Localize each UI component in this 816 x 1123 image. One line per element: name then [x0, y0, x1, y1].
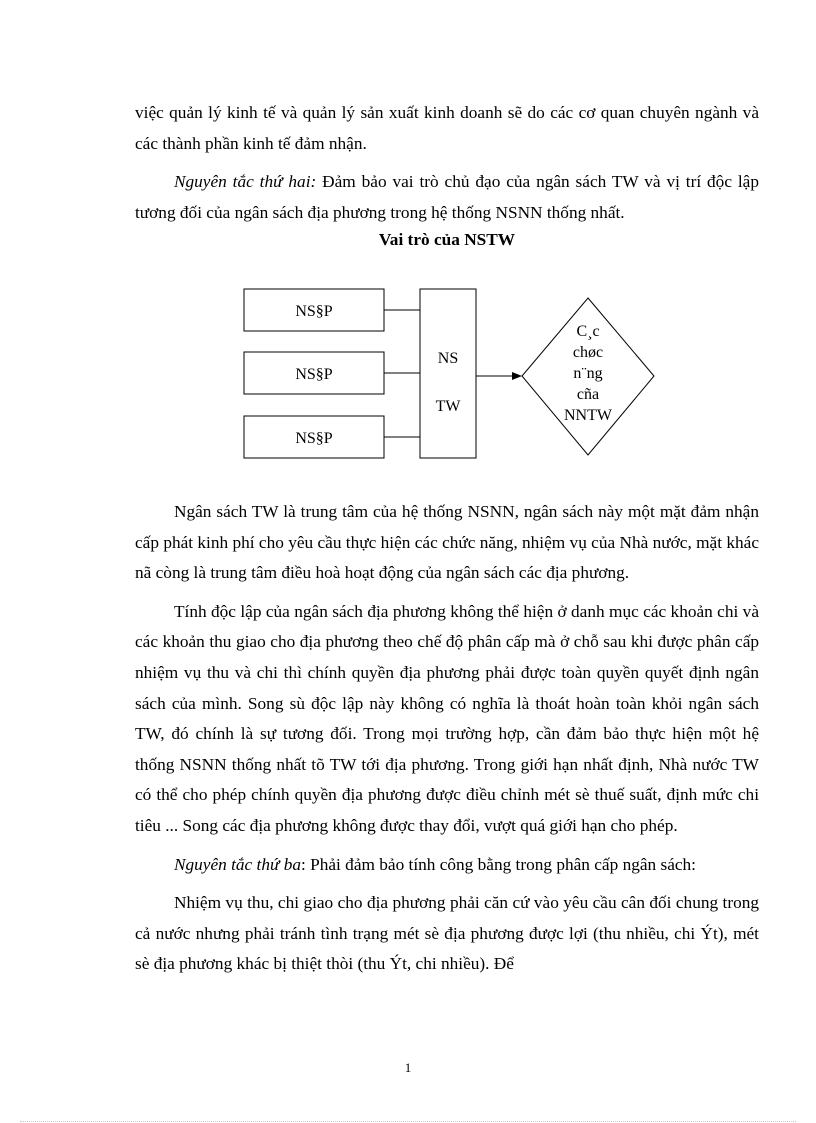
local-budget-label-2: NS§P — [295, 366, 333, 383]
diamond-line-2: chøc — [572, 344, 604, 361]
principle-two-label: Nguyên tắc thứ hai: — [174, 172, 317, 192]
diamond-line-5: NNTW — [564, 407, 612, 424]
central-budget-box — [420, 289, 476, 458]
paragraph-central-budget: Ngân sách TW là trung tâm của hệ thống NSNN, ngân sách này một mặt đảm nhận cấp phát kinh phí cho yêu cầu thực hiện các chức năng, nhiệm vụ của Nhà nước, mặt khác nã còng là trung tâm điều hoà hoạt động của ngân sách các địa phương. — [135, 502, 759, 583]
paragraph-local-independence: Tính độc lập của ngân sách địa phương không thể hiện ở danh mục các khoản chi và các khoản thu giao cho địa phương theo chế độ phân cấp mà ở chỗ sau khi được phân cấp nhiệm vụ thu và chi thì chính quyền địa phương phải được toàn quyền quyết định ngân sách của mình. Song sù độc lập này không có nghĩa là thoát hoàn toàn khỏi ngân sách TW, đó chính là sự tương đối. Trong mọi trường hợp, cần đảm bảo thực hiện một hệ thống NSNN thống nhất tõ TW tới địa phương. Trong giới hạn nhất định, Nhà nước TW có thể cho phép chính quyền địa phương được điều chỉnh mét sè thuế suất, định mức chi tiêu ... Song các địa phương không được thay đổi, vượt quá giới hạn cho phép. — [135, 601, 759, 835]
diamond-line-3: n¨ng — [573, 365, 603, 382]
principle-two-text: Đảm bảo vai trò chủ đạo của ngân sách TW và vị trí độc lập tương đối của ngân sách địa phương trong hệ thống NSNN thống nhất. — [135, 172, 759, 222]
central-budget-label-top: NS — [437, 350, 459, 367]
nstw-role-diagram — [0, 0, 816, 470]
paragraph-principle-three — [135, 850, 759, 881]
paragraph-continuation: việc quản lý kinh tế và quản lý sản xuất kinh doanh sẽ do các cơ quan chuyên ngành và các thành phần kinh tế đảm nhận. — [135, 103, 759, 153]
principle-three-label: Nguyên tắc thứ ba — [174, 854, 302, 874]
body-text-bottom — [135, 497, 759, 980]
local-budget-label-3: NS§P — [295, 430, 333, 447]
diagram-title: Vai trò của NSTW — [378, 230, 516, 249]
diamond-line-4: cña — [576, 386, 600, 403]
paragraph-fairness: Nhiệm vụ thu, chi giao cho địa phương phải căn cứ vào yêu cầu cân đối chung trong cả nước nhưng phải tránh tình trạng mét sè địa phương được lợi (thu nhiều, chi Ýt), mét sè địa phương khác bị thiệt thòi (thu Ýt, chi nhiều). Để — [135, 893, 759, 974]
page-number: 1 — [404, 1060, 412, 1075]
local-budget-label-1: NS§P — [295, 303, 333, 320]
diamond-line-1: C¸c — [576, 323, 600, 340]
principle-three-text: : Phải đảm bảo tính công bằng trong phân cấp ngân sách: — [301, 854, 696, 874]
page-bottom-divider — [20, 1121, 796, 1122]
central-budget-label-bottom: TW — [435, 398, 461, 415]
